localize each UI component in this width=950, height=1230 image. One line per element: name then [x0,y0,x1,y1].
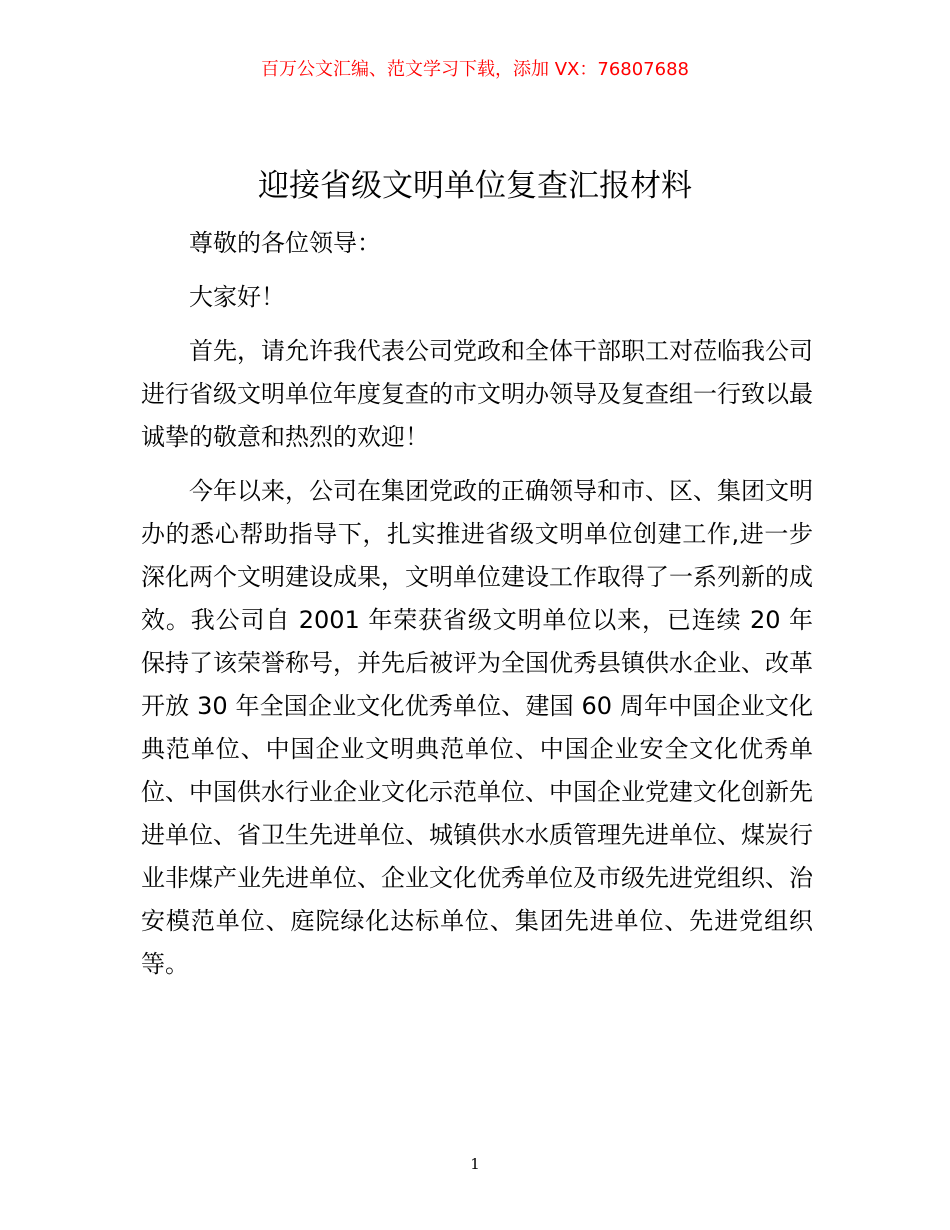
document-body [141,222,813,997]
document-title: 迎接省级文明单位复查汇报材料 [258,168,692,204]
watermark-banner: 百万公文汇编、范文学习下载，添加 VX：76807688 [261,59,689,80]
achievements-paragraph: 今年以来，公司在集团党政的正确领导和市、区、集团文明办的悉心帮助指导下，扎实推进省级文明单位创建工作,进一步深化两个文明建设成果，文明单位建设工作取得了一系列新的成效。我公司自 2001 年荣获省级文明单位以来，已连续 20 年保持了该荣誉称号，并先后被评为全国优秀县镇供水企业、改革开放 30 年全国企业文化优秀单位、建国 60 周年中国企业文化典范单位、中国企业文明典范单位、中国企业安全文化优秀单位、中国供水行业企业文化示范单位、中国企业党建文化创新先进单位、省卫生先进单位、城镇供水水质管理先进单位、煤炭行业非煤产业先进单位、企业文化优秀单位及市级先进党组织、治安模范单位、庭院绿化达标单位、集团先进单位、先进党组织等。 [141,477,813,978]
welcome-paragraph: 首先，请允许我代表公司党政和全体干部职工对莅临我公司进行省级文明单位年度复查的市文明办领导及复查组一行致以最诚挚的敬意和热烈的欢迎！ [141,337,813,451]
greeting-paragraph: 大家好！ [189,283,285,311]
salutation-paragraph: 尊敬的各位领导： [189,229,381,257]
page-number: 1 [470,1155,480,1173]
